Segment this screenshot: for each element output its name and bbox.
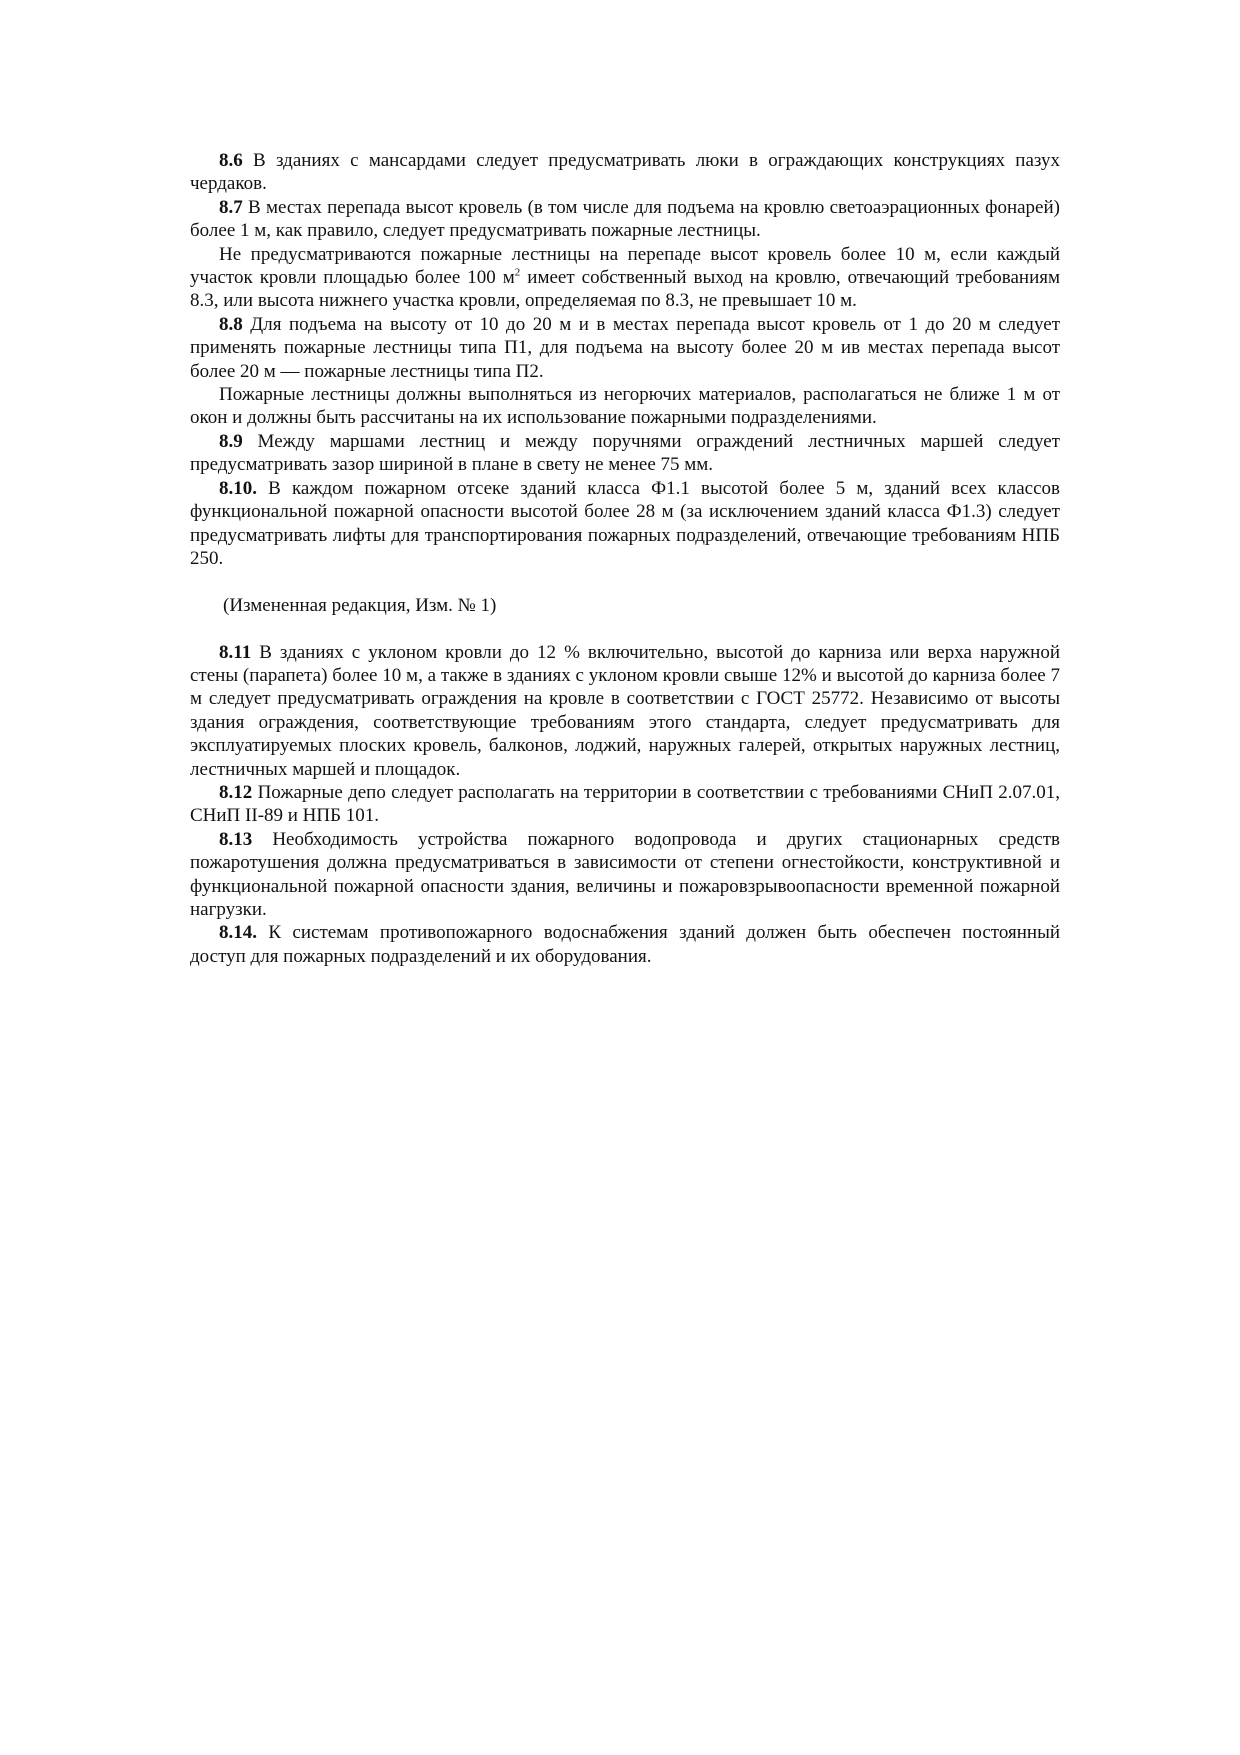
clause-8-10 [190, 477, 1060, 571]
clause-8-14 [190, 921, 1060, 968]
clause-8-13 [190, 828, 1060, 922]
clause-text: Для подъема на высоту от 10 до 20 м и в местах перепада высот кровель от 1 до 20 м следует применять пожарные лестницы типа П1, для подъема на высоту более 20 м ив местах перепада высот более 20 м — пожарные лестницы типа П2. [190, 313, 1060, 382]
clause-8-8 [190, 313, 1060, 383]
clause-text: К системам противопожарного водоснабжения зданий должен быть обеспечен постоянный доступ для пожарных подразделений и их оборудования. [190, 922, 1060, 967]
clause-text: Между маршами лестниц и между поручнями ограждений лестничных маршей следует предусматривать зазор шириной в плане в свету не менее 75 мм. [190, 430, 1060, 476]
clause-8-7 [190, 196, 1060, 243]
clause-text: имеет собственный выход на кровлю, отвечающий требованиям 8.3, или высота нижнего участка кровли, определяемая по 8.3, не превышает 10 м. [190, 267, 1061, 312]
clause-text: В каждом пожарном отсеке зданий класса Ф1.1 высотой более 5 м, зданий всех классов функциональной пожарной опасности высотой более 28 м (за исключением зданий класса Ф1.3) следует предусматривать лифты для транспортирования пожарных подразделений, отвечающие требованиям НПБ 250. [190, 477, 1060, 569]
spacer [190, 570, 1060, 593]
clause-text: В зданиях с мансардами следует предусматривать люки в ограждающих конструкциях пазух чердаков. [190, 150, 1060, 195]
clause-number: 8.8 [219, 313, 243, 335]
clause-text: Пожарные лестницы должны выполняться из негорючих материалов, располагаться не ближе 1 м от окон и должны быть рассчитаны на их использование пожарными подразделениями. [190, 384, 1060, 429]
superscript: 2 [514, 266, 521, 279]
spacer [190, 617, 1060, 640]
clause-8-11 [190, 641, 1060, 781]
clause-number: 8.12 [219, 781, 253, 803]
clause-text: Пожарные депо следует располагать на территории в соответствии с требованиями СНиП 2.07.01, СНиП II-89 и НПБ 101. [190, 781, 1060, 827]
clause-number: 8.6 [219, 150, 243, 171]
document-page [190, 149, 1060, 968]
clause-8-8-note [190, 383, 1060, 430]
clause-text: Необходимость устройства пожарного водопровода и других стационарных средств пожаротушения должна предусматриваться в зависимости от степени огнестойкости, конструктивной и функциональной пожарной опасности здания, величины и пожаровзрывоопасности временной пожарной нагрузки. [190, 828, 1060, 920]
amendment-note: (Измененная редакция, Изм. № 1) [223, 594, 497, 616]
clause-number: 8.7 [219, 196, 243, 218]
clause-8-7-note [190, 243, 1060, 313]
clause-text: Не предусматриваются пожарные лестницы на перепаде высот кровель более 10 м, если каждый участок кровли площадью более 100 м [190, 243, 1060, 289]
clause-number: 8.13 [219, 828, 253, 850]
clause-8-9 [190, 430, 1060, 477]
clause-text: В местах перепада высот кровель (в том числе для подъема на кровлю светоаэрационных фонарей) более 1 м, как правило, следует предусматривать пожарные лестницы. [190, 196, 1060, 242]
clause-number: 8.11 [219, 641, 252, 663]
clause-number: 8.9 [219, 430, 243, 452]
clause-8-12 [190, 781, 1060, 828]
clause-number: 8.10. [219, 477, 257, 499]
clause-text: В зданиях с уклоном кровли до 12 % включительно, высотой до карниза или верха наружной стены (парапета) более 10 м, а также в зданиях с уклоном кровли свыше 12% и высотой до карниза более 7 м следует предусматривать ограждения на кровле в соответствии с ГОСТ 25772. Независимо от высоты здания ограждения, соответствующие требованиям этого стандарта, следует предусматривать для эксплуатируемых плоских кровель, балконов, лоджий, наружных галерей, открытых наружных лестниц, лестничных маршей и площадок. [190, 641, 1060, 780]
clause-number: 8.14. [219, 922, 257, 944]
clause-8-6 [190, 149, 1060, 196]
